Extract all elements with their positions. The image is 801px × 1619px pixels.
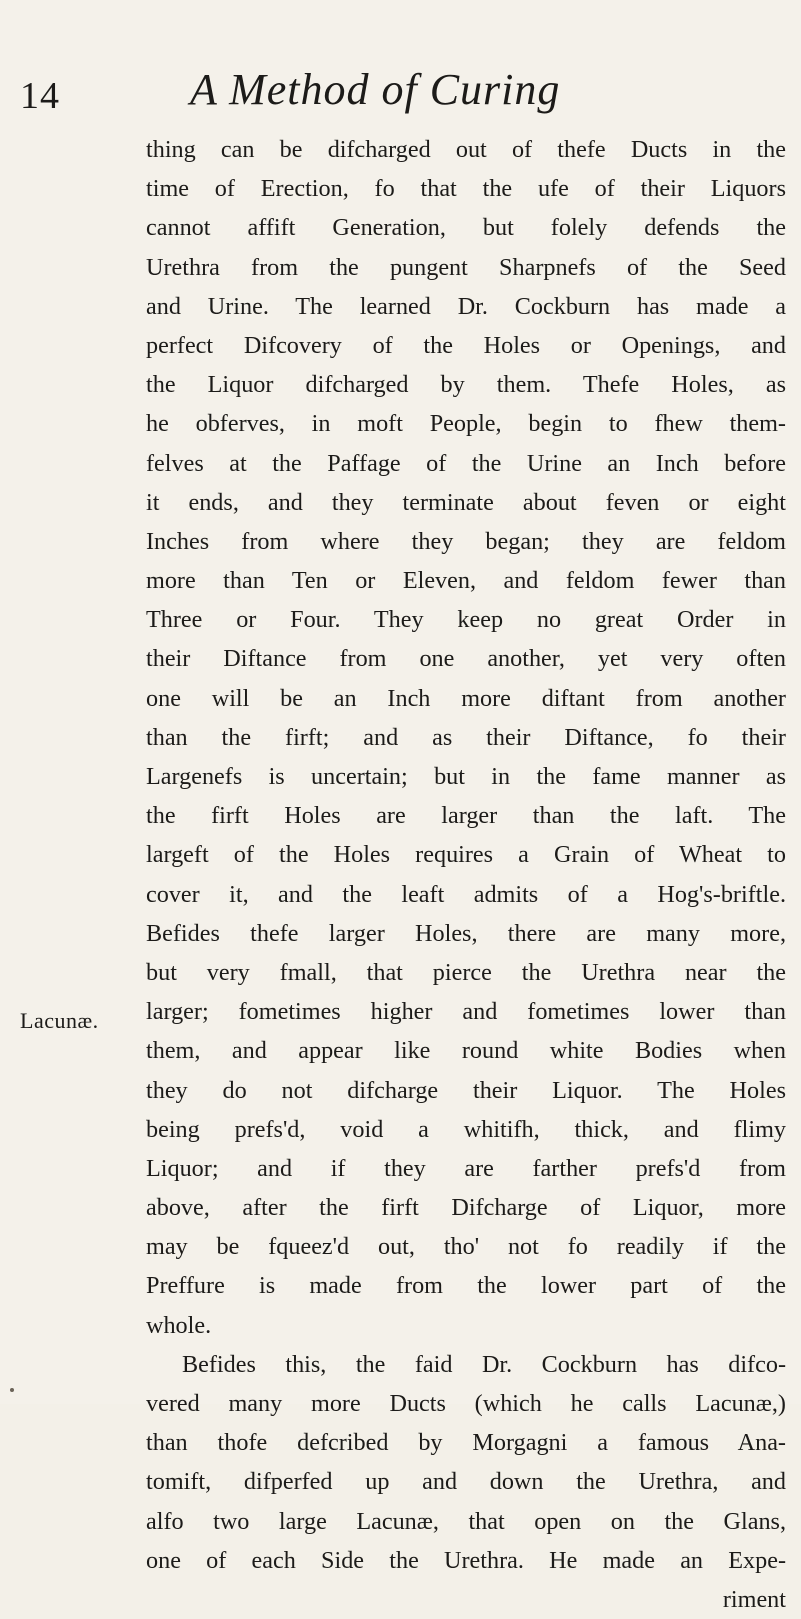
text-line: the Liquor difcharged by them. Thefe Holes, as [146,371,786,399]
text-line: more than Ten or Eleven, and feldom fewer than [146,567,786,595]
text-line: felves at the Paffage of the Urine an Inch before [146,449,786,477]
text-line: larger; fometimes higher and fometimes lower than [146,998,786,1026]
text-line: one will be an Inch more diftant from another [146,684,786,712]
text-line: he obferves, in moft People, begin to fhew them- [146,410,786,438]
text-line: above, after the firft Difcharge of Liquor, more [146,1194,786,1222]
text-line: time of Erection, fo that the ufe of their Liquors [146,175,786,203]
text-line: tomift, difperfed up and down the Urethra, and [146,1468,786,1496]
text-line: vered many more Ducts (which he calls Lacunæ,) [146,1390,786,1417]
running-head: A Method of Curing [190,65,561,114]
text-line: than the firft; and as their Diftance, fo their [146,723,786,751]
text-line: Urethra from the pungent Sharpnefs of the Seed [146,253,786,281]
text-line: whole. [146,1311,212,1339]
text-line: than thofe defcribed by Morgagni a famous Ana- [146,1429,786,1457]
text-line: one of each Side the Urethra. He made an Expe- [146,1546,786,1574]
page-number: 14 [20,75,60,117]
text-line: it ends, and they terminate about feven or eight [146,488,786,516]
text-line: thing can be difcharged out of thefe Ducts in the [146,136,786,163]
text-line: being prefs'd, void a whitifh, thick, and flimy [146,1115,786,1143]
text-line: Three or Four. They keep no great Order in [146,606,786,634]
text-line: largeft of the Holes requires a Grain of Wheat to [146,841,786,869]
text-line: their Diftance from one another, yet very often [146,645,786,673]
margin-note: Lacunæ. [20,1008,99,1033]
text-line: the firft Holes are larger than the laft. The [146,802,786,830]
text-line: Inches from where they began; they are feldom [146,527,786,555]
text-line: they do not difcharge their Liquor. The Holes [146,1076,786,1104]
text-line: perfect Difcovery of the Holes or Openings, and [146,331,786,359]
text-line: them, and appear like round white Bodies when [146,1037,786,1065]
text-line: may be fqueez'd out, tho' not fo readily if the [146,1233,786,1261]
paper-speck [10,1388,14,1392]
text-line: but very fmall, that pierce the Urethra near the [146,958,786,986]
text-line: Liquor; and if they are farther prefs'd from [146,1154,786,1182]
text-line: and Urine. The learned Dr. Cockburn has made a [146,292,786,320]
text-line: alfo two large Lacunæ, that open on the Glans, [146,1507,786,1535]
text-line: Largenefs is uncertain; but in the fame manner as [146,763,786,790]
body-text [146,130,786,1619]
text-line: cannot affift Generation, but folely defends the [146,214,786,242]
catchword: riment [722,1585,786,1613]
text-line: Befides thefe larger Holes, there are many more, [146,919,786,947]
text-line: Befides this, the faid Dr. Cockburn has difco- [182,1350,786,1378]
text-line: Preffure is made from the lower part of the [146,1272,786,1300]
text-line: cover it, and the leaft admits of a Hog's-briftle. [146,880,786,908]
